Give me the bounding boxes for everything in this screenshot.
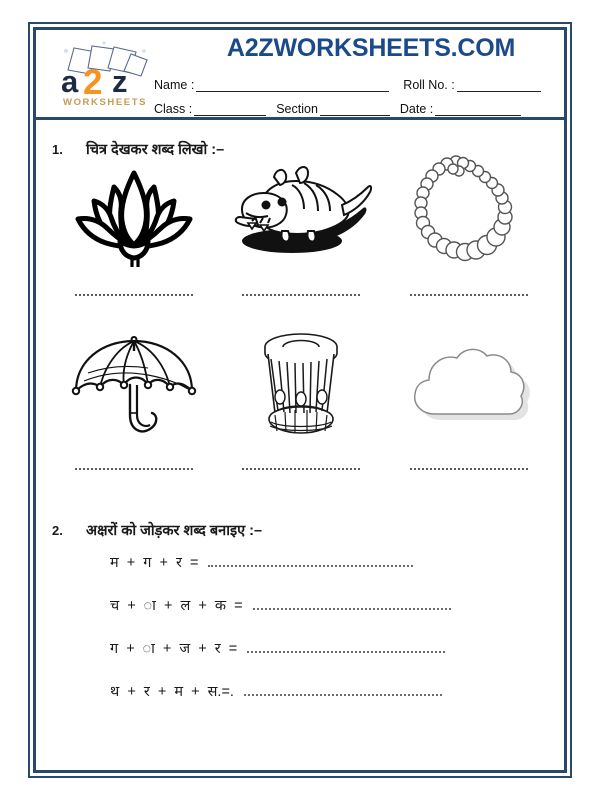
name-label: Name : (154, 78, 195, 92)
join-answer-blank[interactable] (253, 598, 451, 610)
picture-item-crocodile (224, 152, 379, 296)
answer-blank-crocodile[interactable] (242, 282, 360, 296)
answer-blank-necklace[interactable] (410, 282, 528, 296)
pearl-necklace-icon (394, 152, 544, 274)
picture-row-1 (56, 152, 546, 296)
class-input[interactable] (194, 101, 266, 116)
question-2 (52, 520, 262, 540)
roll-no-input[interactable] (457, 77, 541, 92)
question-2-text: अक्षरों को जोड़कर शब्द बनाइए :– (86, 523, 263, 539)
lotus-icon (59, 152, 209, 274)
picture-row-2 (56, 326, 546, 470)
a2z-worksheets-logo[interactable] (52, 38, 162, 112)
student-info-fields (154, 68, 558, 118)
worksheet-header (36, 30, 564, 120)
join-expression: च + ा + ल + क = (110, 598, 243, 614)
section-input[interactable] (320, 101, 390, 116)
join-answer-blank[interactable] (244, 684, 442, 696)
question-2-number: 2. (52, 523, 63, 538)
join-answer-blank[interactable] (208, 555, 413, 567)
name-input[interactable] (196, 77, 389, 92)
roll-no-label: Roll No. : (403, 78, 455, 92)
picture-item-tabla (224, 326, 379, 470)
picture-item-necklace (391, 152, 546, 296)
necklace-beads (409, 152, 529, 274)
join-expression: ग + ा + ज + र = (110, 641, 238, 657)
join-expression: थ + र + म + स.=. (110, 684, 234, 700)
picture-item-umbrella (56, 326, 211, 470)
svg-text:WORKSHEETS: WORKSHEETS (63, 97, 148, 108)
section-label: Section (276, 102, 318, 116)
field-row-2 (154, 92, 558, 116)
answer-blank-tabla[interactable] (242, 456, 360, 470)
crocodile-icon (226, 152, 376, 274)
svg-text:z: z (112, 64, 127, 99)
join-letters-list (110, 552, 530, 724)
answer-blank-cloud[interactable] (410, 456, 528, 470)
join-row (110, 552, 530, 595)
date-input[interactable] (435, 101, 521, 116)
join-row (110, 595, 530, 638)
site-title: A2ZWORKSHEETS.COM (226, 34, 516, 62)
class-label: Class : (154, 102, 193, 116)
cloud-icon (394, 326, 544, 448)
question-1-text: चित्र देखकर शब्द लिखो :– (86, 142, 225, 158)
question-1-number: 1. (52, 142, 63, 157)
logo-graphic (52, 38, 162, 112)
join-answer-blank[interactable] (247, 641, 445, 653)
picture-item-cloud (391, 326, 546, 470)
date-label: Date : (399, 102, 434, 116)
svg-text:a: a (61, 64, 78, 99)
tabla-drum-icon (226, 326, 376, 448)
svg-text:2: 2 (83, 63, 103, 102)
answer-blank-umbrella[interactable] (75, 456, 193, 470)
picture-item-lotus (56, 152, 211, 296)
answer-blank-lotus[interactable] (75, 282, 193, 296)
field-row-1 (154, 68, 558, 92)
umbrella-icon (59, 326, 209, 448)
join-row (110, 638, 530, 681)
join-expression: म + ग + र = (110, 555, 199, 571)
join-row (110, 681, 530, 724)
